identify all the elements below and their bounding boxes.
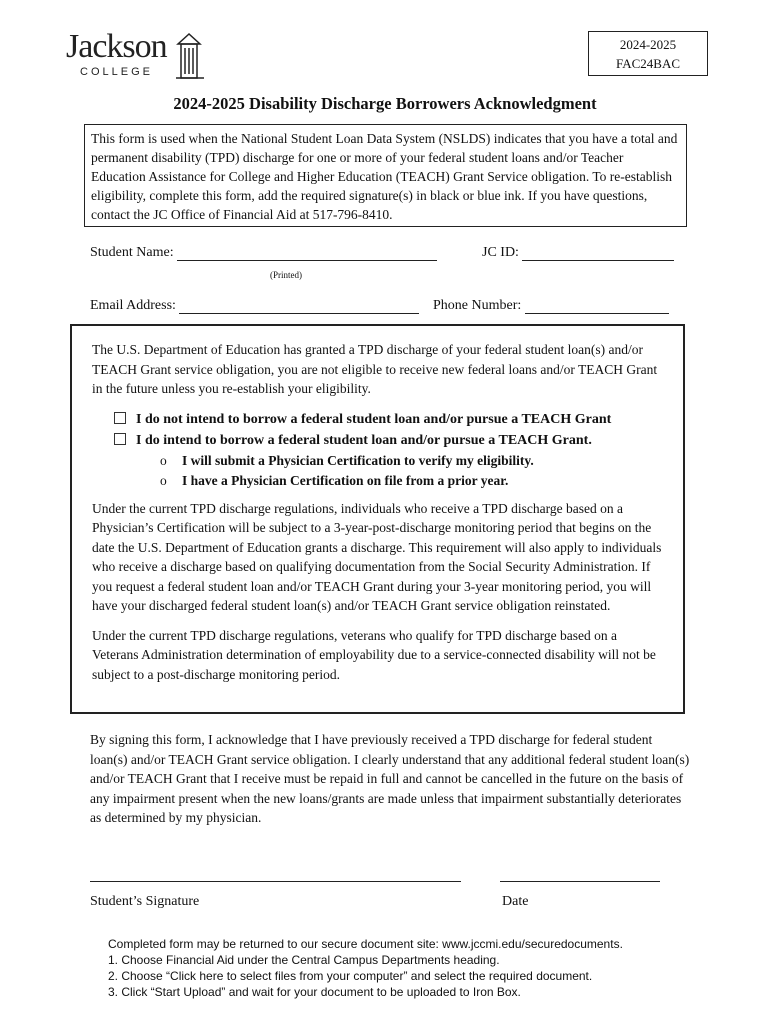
discharge-info-box xyxy=(70,324,685,714)
phone-label: Phone Number: xyxy=(433,298,522,313)
option-not-borrow[interactable] xyxy=(92,409,665,430)
sub-option-submit-certification[interactable] xyxy=(92,451,665,471)
email-label: Email Address: xyxy=(90,298,176,313)
jc-id-label: JC ID: xyxy=(482,245,519,260)
sub-bullet: o xyxy=(160,452,167,468)
option-borrow[interactable] xyxy=(92,430,665,451)
checkbox-icon[interactable] xyxy=(114,412,126,424)
sub-option-certification-on-file[interactable] xyxy=(92,471,665,491)
form-year: 2024-2025 xyxy=(619,37,677,52)
email-line[interactable] xyxy=(179,299,419,314)
jackson-college-logo xyxy=(66,30,206,82)
date-line[interactable] xyxy=(500,880,660,882)
student-name-field[interactable] xyxy=(90,245,437,261)
option-not-borrow-label: I do not intend to borrow a federal student loan and/or pursue a TEACH Grant xyxy=(136,411,612,427)
discharge-paragraph-2: Under the current TPD discharge regulations, individuals who receive a TPD discharge based on a Physician’s Certification will be subject to a 3-year-post-discharge monitoring period that begins on the date the U.S. Department of Education grants a discharge. This requirement will also apply to individuals who receive a discharge based on qualifying documentation from the Social Security Administration. If you request a federal student loan and/or TEACH Grant during your 3-year monitoring period, you will have your discharged federal student loan(s) and/or TEACH Grant service obligation reinstated. xyxy=(92,500,662,613)
discharge-paragraph-3: Under the current TPD discharge regulations, veterans who qualify for TPD discharge based on a Veterans Administration determination of employability due to a service-connected disability will not be subject to a post-discharge monitoring period. xyxy=(92,627,656,682)
student-name-line[interactable] xyxy=(177,246,437,261)
phone-line[interactable] xyxy=(525,299,669,314)
student-signature-line[interactable] xyxy=(90,880,461,882)
page-title: 2024-2025 Disability Discharge Borrowers Acknowledgment xyxy=(173,94,597,113)
printed-note: (Printed) xyxy=(270,270,302,280)
instruction-step-1: 1. Choose Financial Aid under the Central Campus Departments heading. xyxy=(108,953,500,967)
instruction-step-2: 2. Choose “Click here to select files from your computer” and select the required document. xyxy=(108,969,593,983)
instruction-intro: Completed form may be returned to our secure document site: www.jccmi.edu/securedocuments. xyxy=(108,937,623,951)
form-code: FAC24BAC xyxy=(615,56,681,71)
sub-bullet: o xyxy=(160,472,167,488)
instruction-step-3: 3. Click “Start Upload” and wait for your document to be uploaded to Iron Box. xyxy=(108,985,521,999)
jc-id-line[interactable] xyxy=(522,246,674,261)
intro-text-box: This form is used when the National Student Loan Data System (NSLDS) indicates that you have a total and permanent disability (TPD) discharge for one or more of your federal student loans and/or Teacher Education Assistance for College and Higher Education (TEACH) Grant Service obligation. To re-establish eligibility, complete this form, add the required signature(s) in black or blue ink. If you have questions, contact the JC Office of Financial Aid at 517-796-8410. xyxy=(84,124,687,227)
option-borrow-label: I do intend to borrow a federal student loan and/or pursue a TEACH Grant. xyxy=(136,432,592,448)
jc-id-field[interactable] xyxy=(482,245,674,261)
logo-wordmark: Jackson xyxy=(66,28,167,65)
student-signature-label: Student’s Signature xyxy=(90,894,200,909)
phone-field[interactable] xyxy=(433,298,669,314)
tower-icon xyxy=(174,32,204,80)
sub-option-on-file-label: I have a Physician Certification on file from a prior year. xyxy=(182,472,509,488)
email-field[interactable] xyxy=(90,298,419,314)
submission-instructions xyxy=(108,936,728,1000)
logo-subtitle: COLLEGE xyxy=(80,66,153,78)
student-name-label: Student Name: xyxy=(90,245,174,260)
checkbox-icon[interactable] xyxy=(114,433,126,445)
discharge-paragraph-1: The U.S. Department of Education has granted a TPD discharge of your federal student loan(s) and/or TEACH Grant service obligation, you are not eligible to receive new federal loans and/or TEACH Grant in the future unless you re-establish your eligibility. xyxy=(92,342,658,396)
date-label: Date xyxy=(502,894,529,909)
form-code-box xyxy=(588,31,708,76)
acknowledgment-paragraph: By signing this form, I acknowledge that I have previously received a TPD discharge for federal student loan(s) and/or TEACH Grant service obligation. I clearly understand that any additional federal student loan(s) and/or TEACH Grant that I receive must be repaid in full and cannot be cancelled in the future on the basis of any impairment present when the new loans/grants are made unless that impairment substantially deteriorates as determined by my physician. xyxy=(90,732,690,825)
sub-option-submit-label: I will submit a Physician Certification to verify my eligibility. xyxy=(182,452,534,468)
